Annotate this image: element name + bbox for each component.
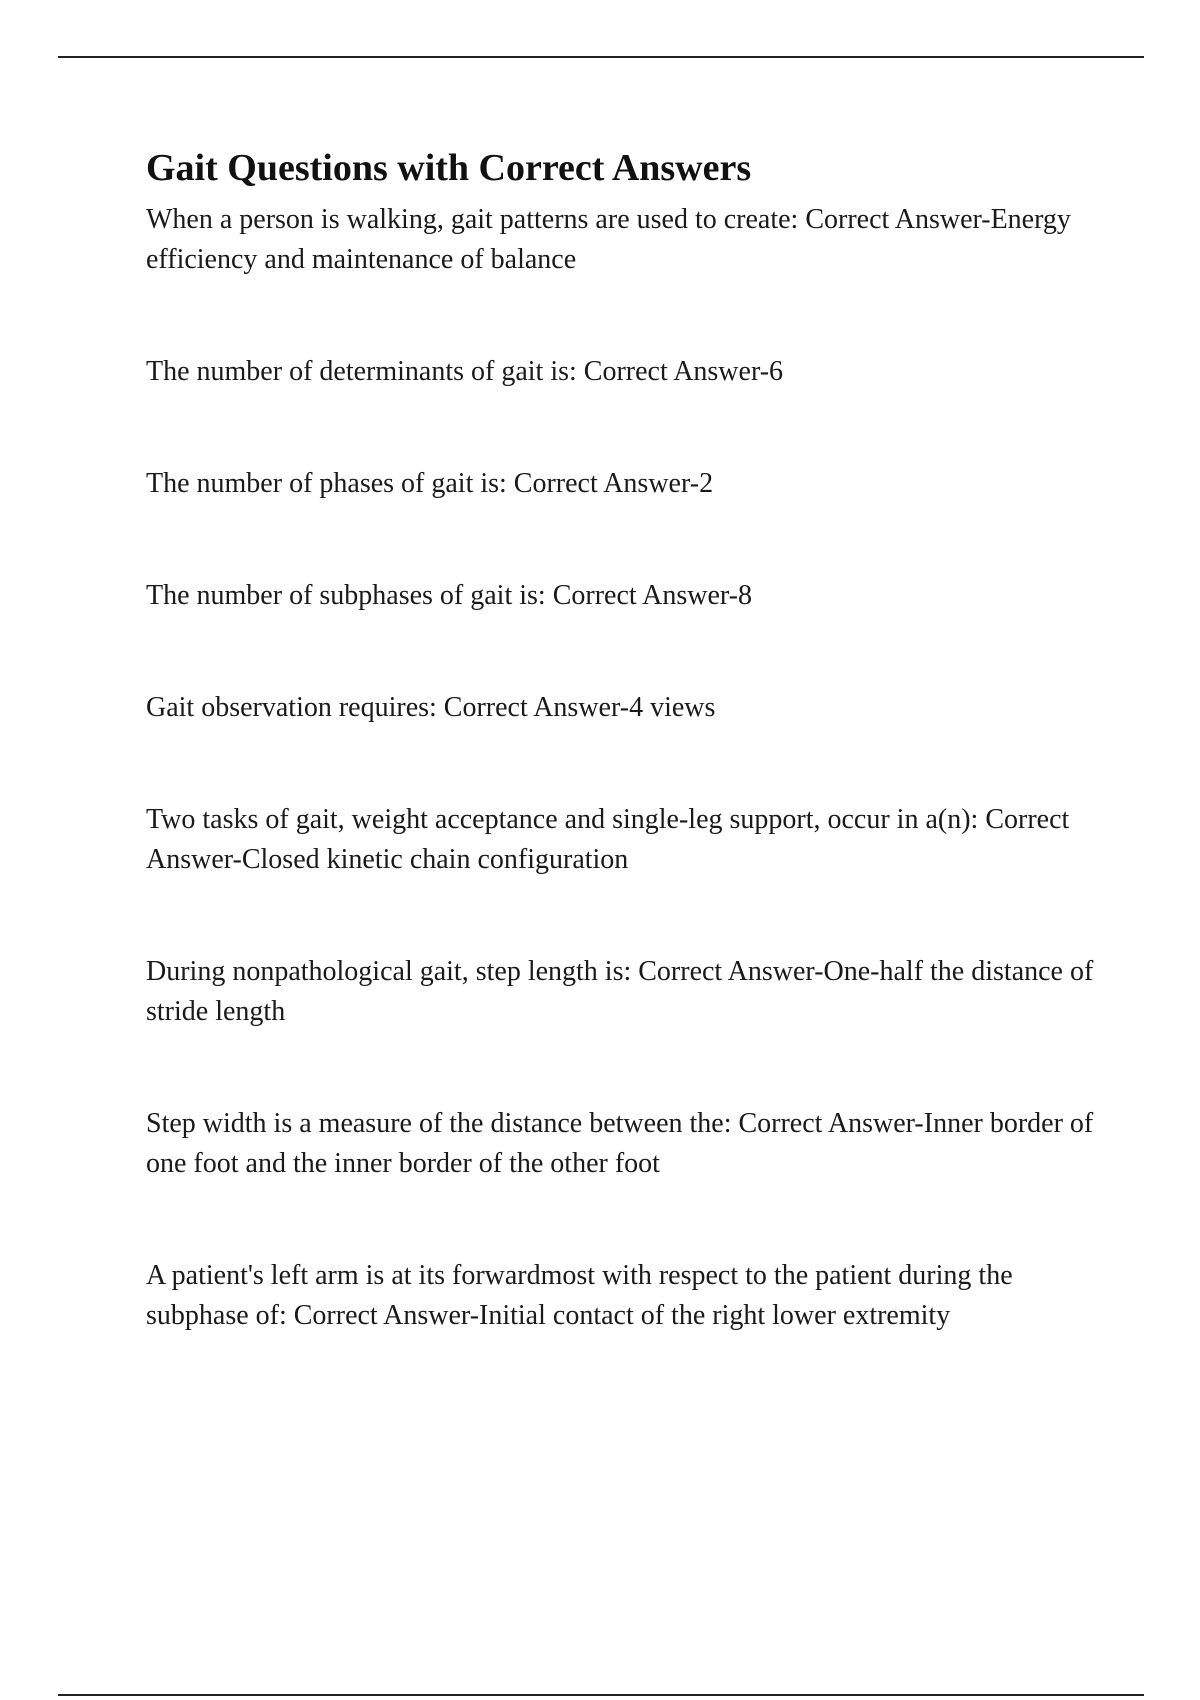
footer-rule: [58, 1694, 1144, 1696]
qa-item: Gait observation requires: Correct Answer-4 views: [146, 692, 716, 723]
qa-item: When a person is walking, gait patterns are used to create: Correct Answer-Energy efficiency and maintenance of balance: [146, 204, 1078, 275]
qa-item: The number of determinants of gait is: Correct Answer-6: [146, 356, 784, 387]
document-body: [146, 140, 1101, 1336]
header-rule: [58, 56, 1144, 58]
qa-item: Two tasks of gait, weight acceptance and single-leg support, occur in a(n): Correct Answer-Closed kinetic chain configuration: [146, 804, 1075, 875]
qa-item: The number of subphases of gait is: Correct Answer-8: [146, 580, 752, 611]
qa-item: Step width is a measure of the distance between the: Correct Answer-Inner border of one foot and the inner border of the other foot: [146, 1108, 1101, 1179]
document-title: Gait Questions with Correct Answers: [146, 147, 752, 189]
qa-item: During nonpathological gait, step length is: Correct Answer-One-half the distance of stride length: [146, 956, 1101, 1027]
qa-item: The number of phases of gait is: Correct Answer-2: [146, 468, 714, 499]
qa-item: A patient's left arm is at its forwardmost with respect to the patient during the subphase of: Correct Answer-Initial contact of the right lower extremity: [146, 1260, 1020, 1331]
